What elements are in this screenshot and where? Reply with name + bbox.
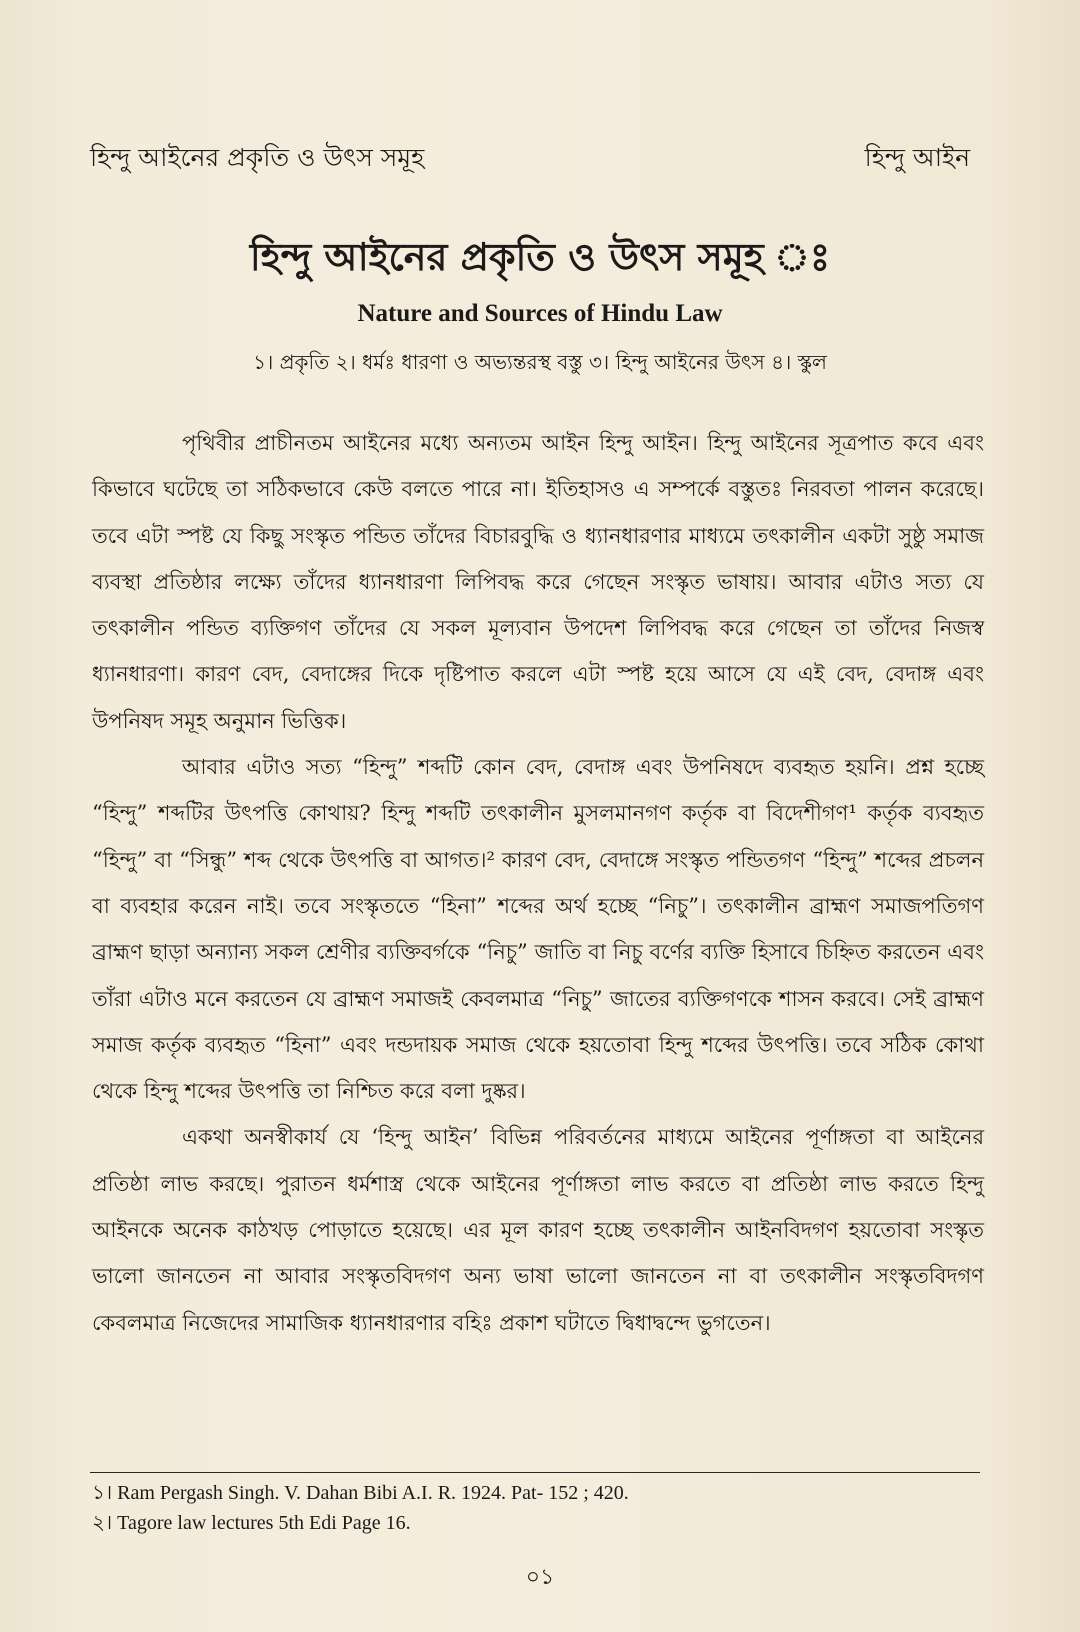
running-header — [90, 138, 970, 181]
running-header-chapter: হিন্দু আইনের প্রকৃতি ও উৎস সমূহ — [90, 143, 425, 172]
running-header-book: হিন্দু আইন — [864, 143, 970, 172]
paragraph: একথা অনস্বীকার্য যে ‘হিন্দু আইন’ বিভিন্ন পরিবর্তনের মাধ্যমে আইনের পূর্ণাঙ্গতা বা আইনের প্রতিষ্ঠা লাভ করছে। পুরাতন ধর্মশাস্ত্র থেকে আইনের পূর্ণাঙ্গতা লাভ করতে বা প্রতিষ্ঠা লাভ করতে হিন্দু আইনকে অনেক কাঠখড় পোড়াতে হয়েছে। এর মূল কারণ হচ্ছে তৎকালীন আইনবিদগণ হয়তোবা সংস্কৃত ভালো জানতেন না আবার সংস্কৃতবিদগণ অন্য ভাষা ভালো জানতেন না বা তৎকালীন সংস্কৃতবিদগণ কেবলমাত্র নিজেদের সামাজিক ধ্যানধারণার বহিঃ প্রকাশ ঘটাতে দ্বিধাদ্বন্দে ভুগতেন। — [92, 1125, 984, 1335]
body-text — [92, 420, 984, 1346]
paragraph: আবার এটাও সত্য “হিন্দু” শব্দটি কোন বেদ, বেদাঙ্গ এবং উপনিষদে ব্যবহৃত হয়নি। প্রশ্ন হচ্ছে “হিন্দু” শব্দটির উৎপত্তি কোথায়? হিন্দু শব্দটি তৎকালীন মুসলমানগণ কর্তৃক বা বিদেশীগণ¹ কর্তৃক ব্যবহৃত “হিন্দু” বা “সিন্ধু” শব্দ থেকে উৎপত্তি বা আগত।² কারণ বেদ, বেদাঙ্গে সংস্কৃত পন্ডিতগণ “হিন্দু” শব্দের প্রচলন বা ব্যবহার করেন নাই। তবে সংস্কৃততে “হিনা” শব্দের অর্থ হচ্ছে “নিচু”। তৎকালীন ব্রাহ্মণ সমাজপতিগণ ব্রাহ্মণ ছাড়া অন্যান্য সকল শ্রেণীর ব্যক্তিবর্গকে “নিচু” জাতি বা নিচু বর্ণের ব্যক্তি হিসাবে চিহ্নিত করতেন এবং তাঁরা এটাও মনে করতেন যে ব্রাহ্মণ সমাজই কেবলমাত্র “নিচু” জাতের ব্যক্তিগণকে শাসন করবে। সেই ব্রাহ্মণ সমাজ কর্তৃক ব্যবহৃত “হিনা” এবং দন্ডদায়ক সমাজ থেকে হয়তোবা হিন্দু শব্দের উৎপত্তি। তবে সঠিক কোথা থেকে হিন্দু শব্দের উৎপত্তি তা নিশ্চিত করে বলা দুষ্কর। — [92, 755, 984, 1104]
chapter-title: হিন্দু আইনের প্রকৃতি ও উৎস সমূহ ঃ — [249, 234, 831, 279]
footnote-divider — [90, 1472, 980, 1473]
footnote: ২। Tagore law lectures 5th Edi Page 16. — [92, 1512, 411, 1534]
footnotes — [92, 1478, 972, 1538]
chapter-topics: ১। প্রকৃতি ২। ধর্মঃ ধারণা ও অভ্যন্তরস্থ বস্তু ৩। হিন্দু আইনের উৎস ৪। স্কুল — [253, 350, 827, 374]
paragraph: পৃথিবীর প্রাচীনতম আইনের মধ্যে অন্যতম আইন হিন্দু আইন। হিন্দু আইনের সূত্রপাত কবে এবং কিভাবে ঘটেছে তা সঠিকভাবে কেউ বলতে পারে না। ইতিহাসও এ সম্পর্কে বস্তুতঃ নিরবতা পালন করেছে। তবে এটা স্পষ্ট যে কিছু সংস্কৃত পন্ডিত তাঁদের বিচারবুদ্ধি ও ধ্যানধারণার মাধ্যমে তৎকালীন একটা সুষ্ঠু সমাজ ব্যবস্থা প্রতিষ্ঠার লক্ষ্যে তাঁদের ধ্যানধারণা লিপিবদ্ধ করে গেছেন সংস্কৃত ভাষায়। আবার এটাও সত্য যে তৎকালীন পন্ডিত ব্যক্তিগণ তাঁদের যে সকল মূল্যবান উপদেশ লিপিবদ্ধ করে গেছেন তা তাঁদের নিজস্ব ধ্যানধারণা। কারণ বেদ, বেদাঙ্গের দিকে দৃষ্টিপাত করলে এটা স্পষ্ট হয়ে আসে যে এই বেদ, বেদাঙ্গ এবং উপনিষদ সমূহ অনুমান ভিত্তিক। — [92, 431, 984, 733]
footnote: ১। Ram Pergash Singh. V. Dahan Bibi A.I. R. 1924. Pat- 152 ; 420. — [92, 1482, 629, 1504]
chapter-subtitle: Nature and Sources of Hindu Law — [357, 300, 723, 327]
page-number: ০১ — [525, 1565, 555, 1590]
